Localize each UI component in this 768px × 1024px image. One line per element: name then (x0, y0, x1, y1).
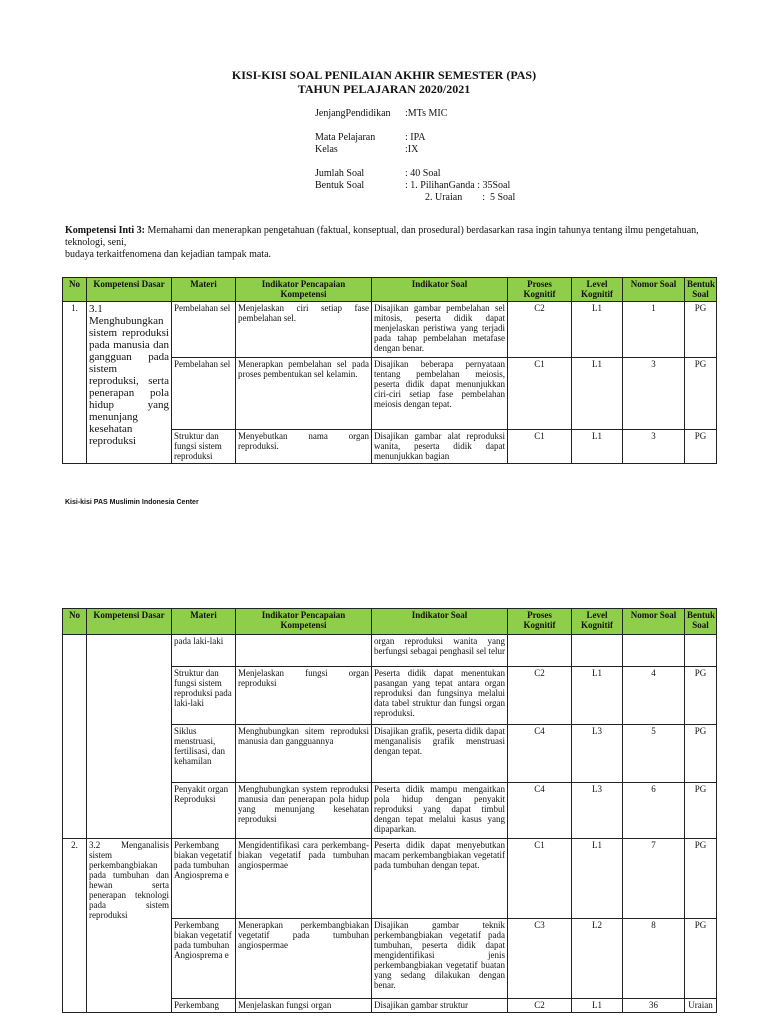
cell-kd: 3.2 Menganalisis sistem perkembangbiakan pada tumbuhan dan hewan serta penerapan teknologi pada sistem reproduksi (87, 839, 172, 1013)
cell-ipk: Menerapkan pembelahan sel pada proses pembentukan sel kelamin. (236, 358, 372, 430)
cell-ipk: Menjelaskan ciri setiap fase pembelahan sel. (236, 302, 372, 358)
cell-ipk: Menerapkan perkembangbiakan vegetatif pada tumbuhan angiospermae (236, 919, 372, 999)
cell-materi: pada laki-laki (172, 635, 236, 667)
cell-proses: C4 (508, 783, 572, 839)
cell-nomor (623, 635, 685, 667)
cell-ipk: Menghubungkan sitem reproduksi manusia dan gangguannya (236, 725, 372, 783)
cell-proses: C4 (508, 725, 572, 783)
cell-nomor: 4 (623, 667, 685, 725)
cell-ipk: Menyebutkan nama organ reproduksi. (236, 430, 372, 464)
header-nomor: Nomor Soal (623, 609, 685, 635)
cell-bentuk: Uraian (685, 999, 717, 1013)
cell-kd (87, 635, 172, 839)
cell-level: L1 (572, 358, 623, 430)
ki-text: Memahami dan menerapkan pengetahuan (faktual, konseptual, dan prosedural) berdasarkan rasa ingin tahunya tentang ilmu pengetahuan, teknologi, seni, (65, 225, 699, 248)
document-meta (315, 108, 515, 204)
header-level: Level Kognitif (572, 278, 623, 302)
cell-level: L1 (572, 999, 623, 1013)
header-proses: Proses Kognitif (508, 278, 572, 302)
cell-proses: C2 (508, 302, 572, 358)
cell-level: L1 (572, 839, 623, 919)
header-is: Indikator Soal (372, 609, 508, 635)
cell-ipk (236, 635, 372, 667)
cell-bentuk: PG (685, 839, 717, 919)
kisi-table-1 (62, 277, 717, 464)
cell-bentuk: PG (685, 783, 717, 839)
table-row (63, 302, 717, 358)
cell-nomor: 3 (623, 358, 685, 430)
jumlah-value: : 40 Soal (405, 168, 441, 179)
cell-ipk: Menghubungkan system reproduksi manusia dan penerapan pola hidup yang menunjang kesehatan reproduksi (236, 783, 372, 839)
cell-level: L1 (572, 302, 623, 358)
cell-proses: C2 (508, 999, 572, 1013)
jenjang-value: :MTs MIC (405, 108, 448, 119)
cell-no: 1. (63, 302, 87, 464)
ki-text-2: budaya terkaitfenomena dan kejadian tampak mata. (65, 249, 272, 260)
cell-ipk: Mengidentifikasi cara perkembang-biakan vegetatif pada tumbuhan angiospermae (236, 839, 372, 919)
cell-level: L3 (572, 783, 623, 839)
header-bentuk: Bentuk Soal (685, 278, 717, 302)
cell-is: Disajikan gambar teknik perkembangbiakan vegetatif pada tumbuhan, peserta didik dapat mengidentifikasi jenis perkembangbiakan vegetatif buatan yang sedang dilakukan dengan benar. (372, 919, 508, 999)
cell-materi: Perkembang biakan vegetatif pada tumbuhan Angiosprema e (172, 919, 236, 999)
cell-bentuk: PG (685, 430, 717, 464)
jenjang-label: JenjangPendidikan (315, 108, 391, 119)
cell-level: L2 (572, 919, 623, 999)
cell-ipk: Menjelaskan fungsi organ (236, 999, 372, 1013)
header-nomor: Nomor Soal (623, 278, 685, 302)
cell-no (63, 635, 87, 839)
cell-is: Peserta didik dapat menyebutkan macam perkembangbiakan vegetatif pada tumbuhan dengan tepat. (372, 839, 508, 919)
cell-is: Peserta didik dapat menentukan pasangan yang tepat antara organ reproduksi dan fungsinya melalui data tabel struktur dan fungsi organ reproduksi. (372, 667, 508, 725)
cell-is: Disajikan gambar pembelahan sel mitosis, peserta didik dapat menjelaskan peristiwa yang terjadi pada tahap pembelahan metafase dengan benar. (372, 302, 508, 358)
cell-proses: C1 (508, 430, 572, 464)
cell-is: organ reproduksi wanita yang berfungsi sebagai penghasil sel telur (372, 635, 508, 667)
jumlah-label: Jumlah Soal (315, 168, 365, 179)
cell-nomor: 1 (623, 302, 685, 358)
cell-nomor: 3 (623, 430, 685, 464)
cell-proses: C2 (508, 667, 572, 725)
cell-materi: Siklus menstruasi, fertilisasi, dan kehamilan (172, 725, 236, 783)
cell-no: 2. (63, 839, 87, 1013)
cell-is: Peserta didik mampu mengaitkan pola hidup dengan penyakit reproduksi yang dapat timbul dengan tepat melalui kasus yang dipaparkan. (372, 783, 508, 839)
cell-is: Disajikan beberapa pernyataan tentang pembelahan meiosis, peserta didik dapat menunjukkan ciri-ciri setiap fase pembelahan meiosis dengan tepat. (372, 358, 508, 430)
header-no: No (63, 609, 87, 635)
cell-materi: Pembelahan sel (172, 302, 236, 358)
cell-bentuk: PG (685, 919, 717, 999)
bentuk-value-1: : 1. PilihanGanda : 35Soal (405, 180, 511, 191)
cell-proses (508, 635, 572, 667)
cell-ipk: Menjelaskan fungsi organ reproduksi (236, 667, 372, 725)
cell-nomor: 6 (623, 783, 685, 839)
header-bentuk: Bentuk Soal (685, 609, 717, 635)
kelas-value: :IX (405, 144, 419, 155)
cell-bentuk: PG (685, 725, 717, 783)
mapel-label: Mata Pelajaran (315, 132, 376, 143)
cell-nomor: 8 (623, 919, 685, 999)
cell-level: L3 (572, 725, 623, 783)
cell-materi: Perkembang (172, 999, 236, 1013)
cell-materi: Pembelahan sel (172, 358, 236, 430)
ki-label: Kompetensi Inti 3: (65, 225, 145, 236)
table-row (63, 839, 717, 919)
cell-bentuk: PG (685, 302, 717, 358)
header-materi: Materi (172, 609, 236, 635)
table-header-row (63, 609, 717, 635)
header-no: No (63, 278, 87, 302)
cell-bentuk (685, 635, 717, 667)
cell-bentuk: PG (685, 667, 717, 725)
kelas-label: Kelas (315, 144, 338, 155)
cell-bentuk: PG (685, 358, 717, 430)
cell-is: Disajikan gambar struktur (372, 999, 508, 1013)
cell-proses: C3 (508, 919, 572, 999)
cell-proses: C1 (508, 358, 572, 430)
cell-is: Disajikan gambar alat reproduksi wanita, peserta didik dapat menunjukkan bagian (372, 430, 508, 464)
cell-materi: Struktur dan fungsi sistem reproduksi pada laki-laki (172, 667, 236, 725)
mapel-value: : IPA (405, 132, 426, 143)
cell-nomor: 5 (623, 725, 685, 783)
header-kd: Kompetensi Dasar (87, 609, 172, 635)
header-ipk: Indikator Pencapaian Kompetensi (236, 278, 372, 302)
table-row (63, 635, 717, 667)
document-title: KISI-KISI SOAL PENILAIAN AKHIR SEMESTER (PAS) (231, 68, 537, 82)
cell-materi: Perkembang biakan vegetatif pada tumbuhan Angiosprema e (172, 839, 236, 919)
cell-proses: C1 (508, 839, 572, 919)
cell-materi: Penyakit organ Reproduksi (172, 783, 236, 839)
bentuk-value-2: 2. Uraian : 5 Soal (425, 192, 516, 203)
header-materi: Materi (172, 278, 236, 302)
header-proses: Proses Kognitif (508, 609, 572, 635)
cell-kd: 3.1 Menghubungkan sistem reproduksi pada manusia dan gangguan pada sistem reproduksi, serta penerapan pola hidup yang menunjang kesehatan reproduksi (87, 302, 172, 464)
cell-nomor: 7 (623, 839, 685, 919)
cell-nomor: 36 (623, 999, 685, 1013)
header-is: Indikator Soal (372, 278, 508, 302)
bentuk-label: Bentuk Soal (315, 180, 365, 191)
header-level: Level Kognitif (572, 609, 623, 635)
cell-is: Disajikan grafik, peserta didik dapat menganalisis grafik menstruasi dengan tepat. (372, 725, 508, 783)
cell-materi: Struktur dan fungsi sistem reproduksi (172, 430, 236, 464)
document-subtitle: TAHUN PELAJARAN 2020/2021 (297, 82, 471, 96)
header-ipk: Indikator Pencapaian Kompetensi (236, 609, 372, 635)
page-footer: Kisi-kisi PAS Muslimin Indonesia Center (65, 499, 199, 506)
kompetensi-inti (65, 225, 715, 261)
cell-level: L1 (572, 430, 623, 464)
kisi-table-2 (62, 608, 717, 1013)
cell-level (572, 635, 623, 667)
cell-level: L1 (572, 667, 623, 725)
table-header-row (63, 278, 717, 302)
header-kd: Kompetensi Dasar (87, 278, 172, 302)
